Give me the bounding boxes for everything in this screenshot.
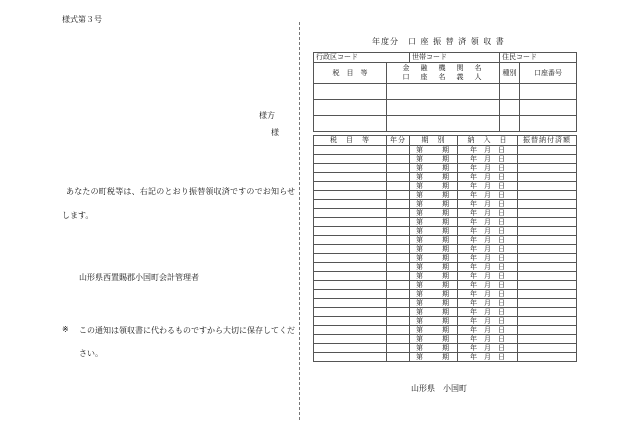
period-cell: 第 期 <box>410 308 458 317</box>
payment-date-cell: 年 月 日 <box>458 218 518 227</box>
paid-amount-cell <box>518 344 577 353</box>
table-row <box>314 227 577 236</box>
tax-item-cell <box>314 254 387 263</box>
payment-date-cell: 年 月 日 <box>458 308 518 317</box>
tax-item-header: 税 目 等 <box>314 136 387 146</box>
receipt-title: 年度分 口 座 振 替 済 領 収 書 <box>372 37 505 46</box>
payment-date-cell: 年 月 日 <box>458 272 518 281</box>
tax-item-cell <box>314 173 387 182</box>
account-number-header: 口座番号 <box>520 63 577 84</box>
table-row <box>314 236 577 245</box>
form-number: 様式第３号 <box>62 15 102 24</box>
year-cell <box>387 263 410 272</box>
year-cell <box>387 173 410 182</box>
table-row <box>314 182 577 191</box>
table-row <box>314 281 577 290</box>
tax-item-cell <box>314 209 387 218</box>
year-cell <box>387 227 410 236</box>
year-cell <box>387 326 410 335</box>
table-row <box>314 191 577 200</box>
lower-header-row <box>314 136 577 146</box>
year-cell <box>387 146 410 155</box>
payment-date-cell: 年 月 日 <box>458 344 518 353</box>
period-cell: 第 期 <box>410 191 458 200</box>
paid-amount-cell <box>518 218 577 227</box>
table-row <box>314 326 577 335</box>
sender-name: 山形県西置賜郡小国町会計管理者 <box>79 273 199 282</box>
payment-date-cell: 年 月 日 <box>458 254 518 263</box>
payment-date-cell: 年 月 日 <box>458 317 518 326</box>
paid-amount-cell <box>518 326 577 335</box>
table-row <box>314 308 577 317</box>
payment-date-cell: 年 月 日 <box>458 326 518 335</box>
payment-date-cell: 年 月 日 <box>458 245 518 254</box>
tax-item-cell <box>314 245 387 254</box>
district-code-label: 行政区コード <box>314 53 410 63</box>
table-row <box>314 344 577 353</box>
tax-item-cell <box>314 272 387 281</box>
period-cell: 第 期 <box>410 290 458 299</box>
period-cell: 第 期 <box>410 209 458 218</box>
period-cell: 第 期 <box>410 236 458 245</box>
period-cell: 第 期 <box>410 335 458 344</box>
upper-header-row <box>314 63 577 84</box>
tax-item-cell <box>314 182 387 191</box>
tax-item-cell <box>314 236 387 245</box>
period-cell: 第 期 <box>410 326 458 335</box>
tax-item-cell <box>314 227 387 236</box>
tax-item-cell <box>314 146 387 155</box>
paid-amount-cell <box>518 200 577 209</box>
year-header: 年分 <box>387 136 410 146</box>
year-cell <box>387 155 410 164</box>
year-cell <box>387 335 410 344</box>
table-row <box>314 254 577 263</box>
recipient-suffix-household: 様方 <box>259 111 275 120</box>
paid-amount-header: 振替納付済額 <box>518 136 577 146</box>
paid-amount-cell <box>518 254 577 263</box>
paid-amount-cell <box>518 263 577 272</box>
year-cell <box>387 281 410 290</box>
table-row <box>314 164 577 173</box>
year-cell <box>387 308 410 317</box>
period-header: 期 別 <box>410 136 458 146</box>
payment-date-cell: 年 月 日 <box>458 182 518 191</box>
payment-date-cell: 年 月 日 <box>458 173 518 182</box>
period-cell: 第 期 <box>410 155 458 164</box>
period-cell: 第 期 <box>410 227 458 236</box>
payment-date-cell: 年 月 日 <box>458 263 518 272</box>
paid-amount-cell <box>518 236 577 245</box>
paid-amount-cell <box>518 182 577 191</box>
note-line-2: さい。 <box>79 349 103 358</box>
paid-amount-cell <box>518 299 577 308</box>
table-row <box>314 335 577 344</box>
paid-amount-cell <box>518 164 577 173</box>
table-row <box>314 263 577 272</box>
paid-amount-cell <box>518 155 577 164</box>
paid-amount-cell <box>518 335 577 344</box>
payment-table <box>313 135 577 362</box>
paid-amount-cell <box>518 308 577 317</box>
period-cell: 第 期 <box>410 299 458 308</box>
year-cell <box>387 299 410 308</box>
notice-line-1: あなたの町税等は、右記のとおり振替領収済ですのでお知らせ <box>66 187 296 196</box>
period-cell: 第 期 <box>410 254 458 263</box>
table-row <box>314 146 577 155</box>
tax-item-cell <box>314 299 387 308</box>
notice-line-2: します。 <box>62 211 94 220</box>
paid-amount-cell <box>518 209 577 218</box>
payment-date-cell: 年 月 日 <box>458 353 518 362</box>
table-row <box>314 155 577 164</box>
tax-item-cell <box>314 200 387 209</box>
table-row <box>314 299 577 308</box>
resident-code-label: 住民コード <box>500 53 577 63</box>
table-row <box>314 209 577 218</box>
period-cell: 第 期 <box>410 164 458 173</box>
year-cell <box>387 344 410 353</box>
payment-date-cell: 年 月 日 <box>458 281 518 290</box>
year-cell <box>387 245 410 254</box>
payment-date-cell: 年 月 日 <box>458 335 518 344</box>
account-row <box>314 100 577 116</box>
year-cell <box>387 164 410 173</box>
tax-item-cell <box>314 191 387 200</box>
tax-item-cell <box>314 155 387 164</box>
tax-item-cell <box>314 164 387 173</box>
paid-amount-cell <box>518 317 577 326</box>
payment-date-cell: 年 月 日 <box>458 299 518 308</box>
payment-date-cell: 年 月 日 <box>458 146 518 155</box>
period-cell: 第 期 <box>410 344 458 353</box>
table-row <box>314 218 577 227</box>
year-cell <box>387 200 410 209</box>
perforation-line <box>299 22 300 420</box>
tax-item-header: 税 目 等 <box>314 63 387 84</box>
payment-date-cell: 年 月 日 <box>458 155 518 164</box>
period-cell: 第 期 <box>410 263 458 272</box>
payment-date-cell: 年 月 日 <box>458 290 518 299</box>
year-cell <box>387 236 410 245</box>
paid-amount-cell <box>518 146 577 155</box>
tax-item-cell <box>314 326 387 335</box>
recipient-suffix-person: 様 <box>271 128 279 137</box>
year-cell <box>387 353 410 362</box>
tax-item-cell <box>314 308 387 317</box>
table-row <box>314 245 577 254</box>
table-row <box>314 353 577 362</box>
payment-date-cell: 年 月 日 <box>458 191 518 200</box>
bank-header <box>387 63 500 84</box>
paid-amount-cell <box>518 290 577 299</box>
paid-amount-cell <box>518 173 577 182</box>
payment-date-cell: 年 月 日 <box>458 200 518 209</box>
tax-item-cell <box>314 263 387 272</box>
payment-date-cell: 年 月 日 <box>458 227 518 236</box>
payment-date-cell: 年 月 日 <box>458 164 518 173</box>
tax-item-cell <box>314 335 387 344</box>
table-row <box>314 272 577 281</box>
period-cell: 第 期 <box>410 281 458 290</box>
payment-date-header: 納 入 日 <box>458 136 518 146</box>
issuer-name: 山形県 小国町 <box>411 384 467 393</box>
table-row <box>314 290 577 299</box>
paid-amount-cell <box>518 245 577 254</box>
year-cell <box>387 254 410 263</box>
period-cell: 第 期 <box>410 146 458 155</box>
period-cell: 第 期 <box>410 317 458 326</box>
tax-item-cell <box>314 281 387 290</box>
paid-amount-cell <box>518 353 577 362</box>
payment-date-cell: 年 月 日 <box>458 209 518 218</box>
period-cell: 第 期 <box>410 272 458 281</box>
table-row <box>314 317 577 326</box>
paid-amount-cell <box>518 281 577 290</box>
payment-date-cell: 年 月 日 <box>458 236 518 245</box>
account-type-header: 種別 <box>500 63 520 84</box>
tax-item-cell <box>314 290 387 299</box>
year-cell <box>387 182 410 191</box>
account-row <box>314 84 577 100</box>
year-cell <box>387 317 410 326</box>
account-row <box>314 116 577 132</box>
year-cell <box>387 290 410 299</box>
tax-item-cell <box>314 344 387 353</box>
period-cell: 第 期 <box>410 353 458 362</box>
year-cell <box>387 272 410 281</box>
period-cell: 第 期 <box>410 182 458 191</box>
period-cell: 第 期 <box>410 218 458 227</box>
period-cell: 第 期 <box>410 245 458 254</box>
paid-amount-cell <box>518 191 577 200</box>
year-cell <box>387 209 410 218</box>
paid-amount-cell <box>518 227 577 236</box>
tax-item-cell <box>314 317 387 326</box>
household-code-label: 世帯コード <box>410 53 500 63</box>
paid-amount-cell <box>518 272 577 281</box>
table-row <box>314 200 577 209</box>
period-cell: 第 期 <box>410 173 458 182</box>
note-mark: ※ <box>62 325 69 334</box>
account-info-table <box>313 52 577 132</box>
bank-name-header: 金 融 機 関 名 <box>402 64 484 72</box>
table-row <box>314 173 577 182</box>
year-cell <box>387 218 410 227</box>
tax-item-cell <box>314 218 387 227</box>
period-cell: 第 期 <box>410 200 458 209</box>
code-row <box>314 53 577 63</box>
note-line-1: この通知は領収書に代わるものですから大切に保存してくだ <box>79 326 295 335</box>
account-holder-header: 口 座 名 義 人 <box>402 73 484 81</box>
year-cell <box>387 191 410 200</box>
tax-item-cell <box>314 353 387 362</box>
